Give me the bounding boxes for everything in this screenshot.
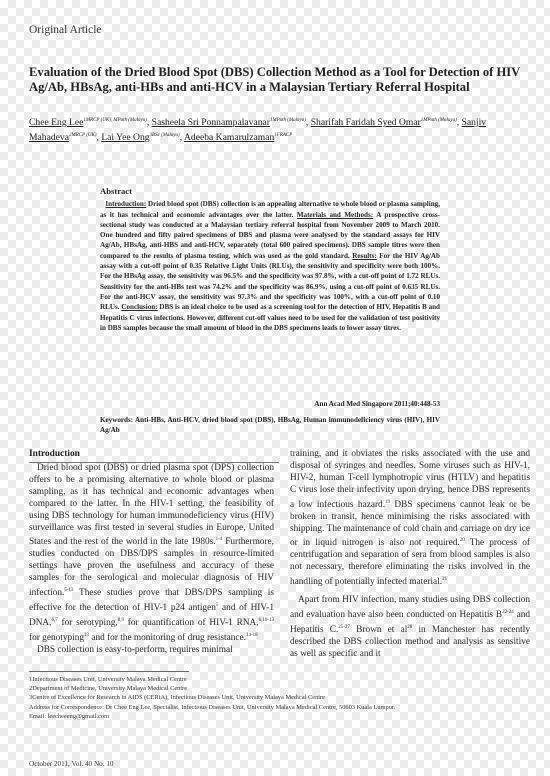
footnote-divider	[29, 671, 189, 672]
abstract-block	[100, 186, 440, 333]
author-credentials: 1MPath (Malaya)	[269, 118, 306, 123]
paragraph: DBS collection is easy-to-perform, requires minimal	[37, 645, 233, 656]
keywords: Keywords: Anti-HBs, Anti-HCV, dried blood spot (DBS), HBsAg, Human immunodeficiency virus (HIV), HIV Ag/Ab	[100, 416, 440, 435]
author-name: Sanjiv Mahadeva	[29, 117, 487, 144]
abstract-results-label: Results:	[352, 251, 377, 260]
author-credentials: 1MRCP (UK), MPath (Malaya)	[83, 118, 147, 123]
author-name: Adeeba Kamarulzaman	[183, 132, 275, 144]
page-footer: October 2011, Vol. 40 No. 10	[29, 760, 114, 768]
body-column-left	[29, 463, 274, 657]
paragraph: Apart from HIV infection, many studies using DBS collection and evaluation have also been conducted on Hepatitis $B^{22-24}$ and Hepatitis C.$^{25-27}$ Brown et $al^{28}$ in Manchester has recently described the DBS collection method and analysis as sensitive as well as specific and it	[290, 595, 530, 660]
abstract-methods-text: A prospective cross-sectional study was conducted at a Malaysian tertiary referral hospital from November 2009 to March 2010. One hundred and fifty paired specimens of DBS and plasma were analysed by the standard assays for HIV Ag/Ab, HBsAg, anti-HBS and anti-HCV, separately (total 600 paired specimens). DBS sample titres were then compared to the results of plasma testing, which was used as the gold standard.	[100, 210, 441, 260]
abstract-conclusion-label: Conclusion:	[121, 303, 158, 312]
journal-citation: Ann Acad Med Singapore 2011;40:448-53	[314, 400, 440, 408]
author-credentials: 1FRACP	[274, 133, 293, 139]
article-title: Evaluation of the Dried Blood Spot (DBS) Collection Method as a Tool for Detection of HIV Ag/Ab, HBsAg, anti-HBs and anti-HCV in a Malaysian Tertiary Referral Hospital	[29, 65, 521, 94]
abstract-intro-label: Introduction:	[105, 200, 147, 209]
footnotes	[29, 675, 524, 721]
paragraph: training, and it obviates the risks associated with the use and disposal of syringes and needles. Some viruses such as HIV-1, HIV-2, human T-cell lymphotropic virus (HTLV) and hepatitis C virus lose their infectivity upon drying, hence DBS represents a low infectious hazard.$^{19}$ DBS specimens cannot leak or be broken in transit, hence minimising the risks associated with shipping. The maintenance of cold chain and carriage on dry ice or in liquid nitrogen is also not required.$^{20}$ The process of centrifugation and separation of sera from blood samples is also not necessary, therefore eliminating the risks involved in the handling of potentially infected material.$^{21}$	[290, 449, 530, 588]
abstract-methods-label: Materials and Methods:	[296, 210, 374, 219]
author-name: Chee Eng Lee	[29, 117, 84, 129]
body-column-right	[290, 449, 530, 661]
author-credentials: 3BSc (Malaya)	[149, 133, 180, 139]
abstract-conclusion-text: DBS is an ideal choice to be used as a screening tool for the detection of HIV, Hepatitis B and Hepatitis C virus infections. However, different cut-off values need to be used for the validation of test positivity in DBS samples because the small amount of blood in the DBS specimens leads to lower assay titres.	[100, 303, 441, 332]
abstract-results-text: For the HIV Ag/Ab assay with a cut-off point of 0.35 Relative Light Units (RLUs), the sensitivity and specificity were both 100%. For the HBsAg assay, the sensitivity was 96.5% and the specificity was 97.8%, with a cut-off point of 1.72 RLUs. Sensitivity for the anti-HBs test was 74.2% and the specificity was 86.9%, using a cut-off point of 0.635 RLUs. For the anti-HCV assay, the sensitivity was 97.3% and the specificity was 100%, with a cut-off point of 0.10 RLUs.	[100, 251, 440, 312]
abstract-intro-text: Dried blood spot (DBS) collection is an appealing alternative to whole blood or plasma sampling, as it has technical and economic advantages over the latter.	[100, 200, 440, 219]
abstract-heading: Abstract	[100, 186, 132, 196]
abstract-text	[100, 199, 440, 333]
paragraph: Dried blood spot (DBS) or dried plasma spot (DPS) collection offers to be a promising alternative to whole blood or plasma sampling, as it has technical and economic advantages when compared to the latter. In the HIV-1 setting, the feasibility of using DBS technology for human immunodeficiency virus (HIV) surveillance was first tested in several studies in Europe, United States and the rest of the world in the late 1980s.$^{1-4}$ Furthermore, studies conducted on DBS/DPS samples in resource-limited settings have proven the usefulness and accuracy of these samples for the serological and molecular diagnosis of HIV infection.$^{5-13}$ These studies prove that DBS/DPS sampling is effective for the detection of HIV-1 p24 antigen$^5$ and of HIV-1 DNA,$^{6,7}$ for serotyping,$^{8,9}$ for quantification of HIV-1 RNA,$^{6,10-13}$ for genotyping$^{13}$ and for the monitoring of drug resistance.$^{14-18}$	[29, 463, 274, 644]
footnote: Email: leecheeeng@gmail.com	[29, 712, 110, 720]
introduction-heading: Introduction	[29, 449, 80, 459]
footnote: 2Department of Medicine, University Malaya Medical Centre	[29, 685, 188, 693]
article-type-label: Original Article	[29, 24, 102, 36]
author-credentials: 2MRCP (UK)	[68, 133, 97, 139]
footnote: Address for Correspondence: Dr Chee Eng Lee, Specialist, Infectious Diseases Unit, University Malaya Medical Centre, 50603 Kuala Lumpur.	[29, 703, 396, 711]
author-name: Sharifah Faridah Syed Omar	[310, 117, 421, 129]
author-name: Lai Yee Ong	[101, 132, 150, 144]
footnote: 1Infectious Diseases Unit, University Malaya Medical Centre	[29, 676, 187, 683]
author-list: Chee Eng Lee$^{1MRCP (UK), MPath (Malaya)}$, Sasheela Sri Ponnampalavanar$^{1MPath (Malaya)}$, Sharifah Faridah Syed Omar$^{1MPath (Malaya)}$, Sanjiv Mahadeva$^{2MRCP (UK)}$, Lai Yee Ong$^{3BSc (Malaya)}$, Adeeba Kamarulzaman$^{1FRACP}$	[29, 117, 487, 144]
footnote: 3Centre of Excellence for Research in AIDS (CERiA), Infectious Diseases Unit, University Malaya Medical Centre	[29, 694, 326, 702]
author-name: Sasheela Sri Ponnampalavanar	[151, 117, 270, 129]
author-credentials: 1MPath (Malaya)	[420, 118, 457, 123]
